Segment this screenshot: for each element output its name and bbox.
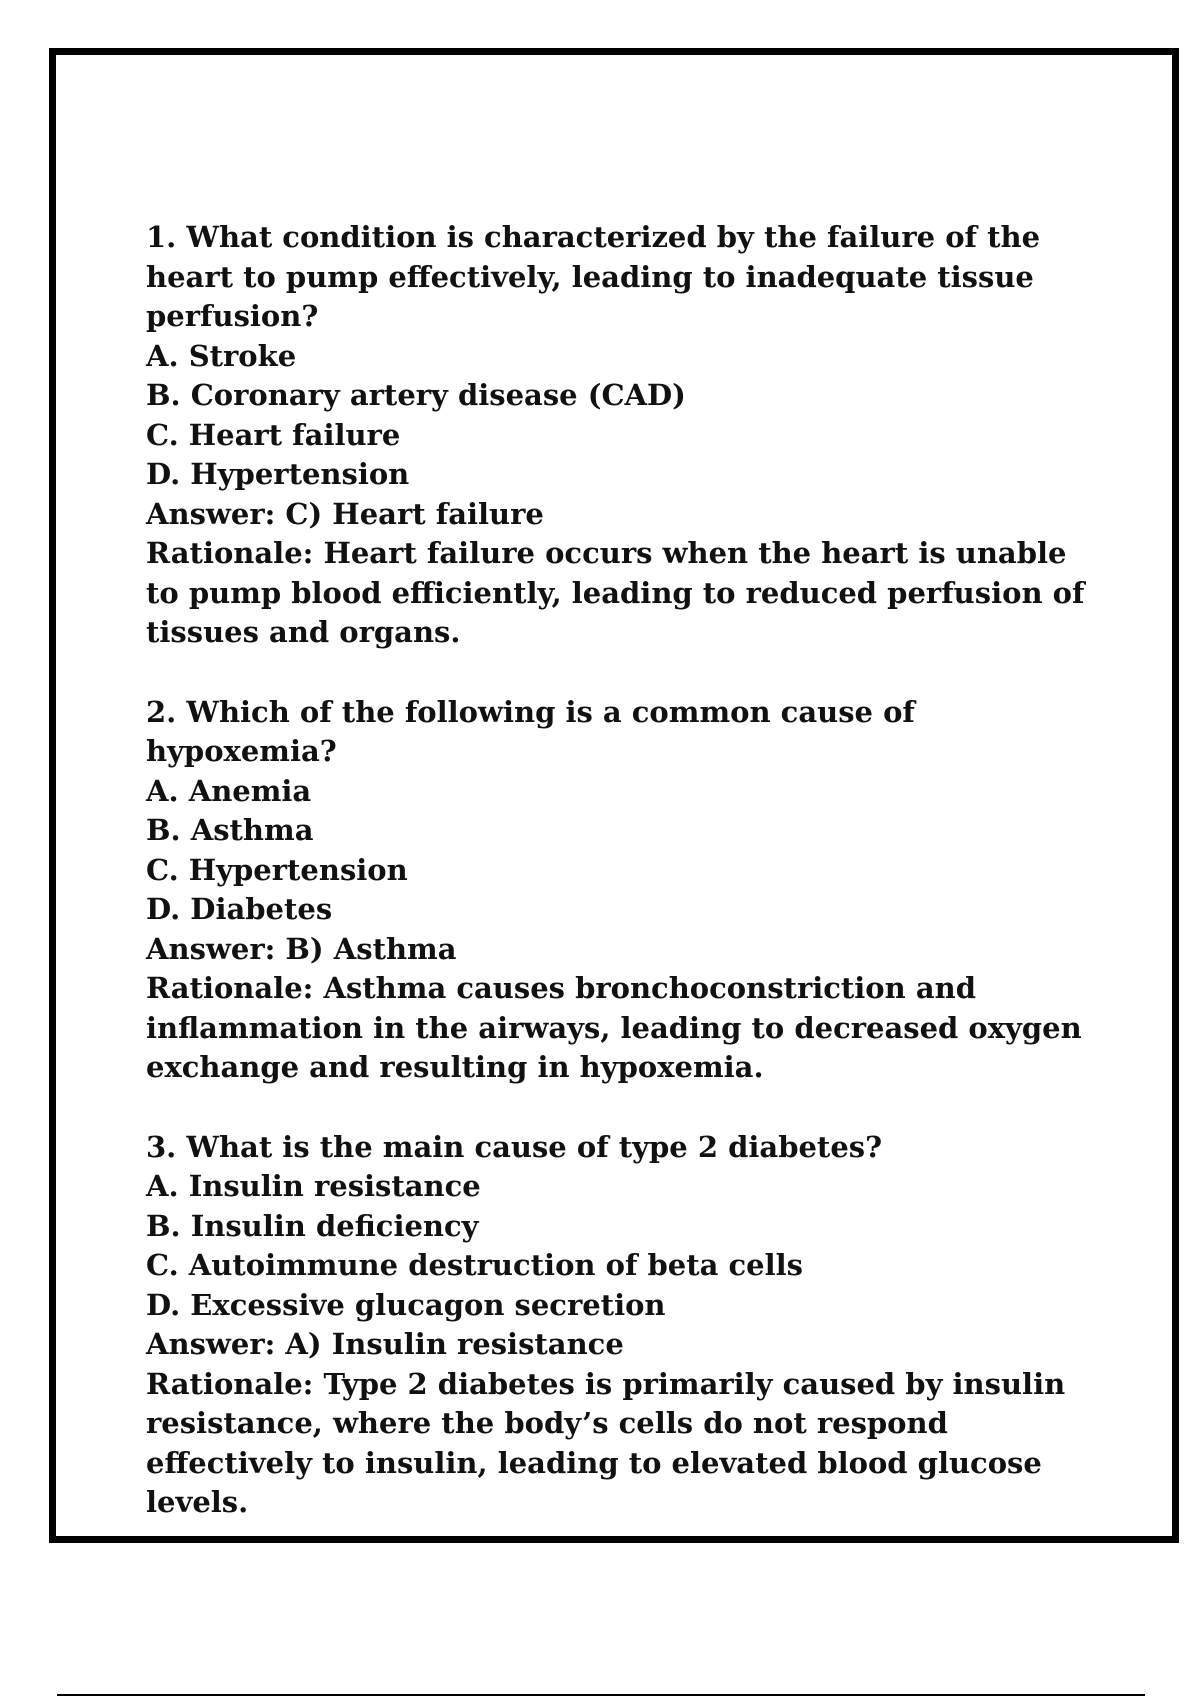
option-c: C. Hypertension bbox=[146, 852, 408, 887]
question-block-1 bbox=[146, 218, 1106, 653]
option-b: B. Asthma bbox=[146, 813, 314, 847]
question-text: 3. What is the main cause of type 2 diabetes? bbox=[146, 1129, 883, 1164]
bottom-divider bbox=[57, 1694, 1145, 1696]
question-text: 1. What condition is characterized by the failure of the heart to pump effectively, leading to inadequate tissue perfusion? bbox=[146, 220, 1041, 333]
answer-text: Answer: B) Asthma bbox=[146, 931, 457, 966]
option-a: A. Anemia bbox=[146, 773, 312, 808]
option-c: C. Autoimmune destruction of beta cells bbox=[146, 1248, 803, 1282]
option-a: A. Stroke bbox=[146, 338, 297, 373]
answer-text: Answer: C) Heart failure bbox=[146, 496, 544, 531]
rationale-text: Rationale: Heart failure occurs when the heart is unable to pump blood efficiently, leading to reduced perfusion of tissues and organs. bbox=[146, 536, 1085, 649]
option-d: D. Hypertension bbox=[146, 457, 410, 491]
rationale-text: Rationale: Type 2 diabetes is primarily caused by insulin resistance, where the body’s cells do not respond effectively to insulin, leading to elevated blood glucose levels. bbox=[146, 1366, 1066, 1519]
answer-text: Answer: A) Insulin resistance bbox=[146, 1327, 624, 1361]
option-b: B. Coronary artery disease (CAD) bbox=[146, 378, 686, 412]
option-a: A. Insulin resistance bbox=[146, 1169, 481, 1203]
option-b: B. Insulin deficiency bbox=[146, 1208, 479, 1243]
option-d: D. Diabetes bbox=[146, 892, 333, 926]
rationale-text: Rationale: Asthma causes bronchoconstriction and inflammation in the airways, leading to decreased oxygen exchange and resulting in hypoxemia. bbox=[146, 971, 1082, 1084]
question-block-3 bbox=[146, 1128, 1106, 1523]
question-list bbox=[146, 218, 1106, 1563]
option-c: C. Heart failure bbox=[146, 417, 401, 452]
option-d: D. Excessive glucagon secretion bbox=[146, 1287, 666, 1322]
question-text: 2. Which of the following is a common cause of hypoxemia? bbox=[146, 694, 915, 768]
question-block-2 bbox=[146, 693, 1106, 1088]
